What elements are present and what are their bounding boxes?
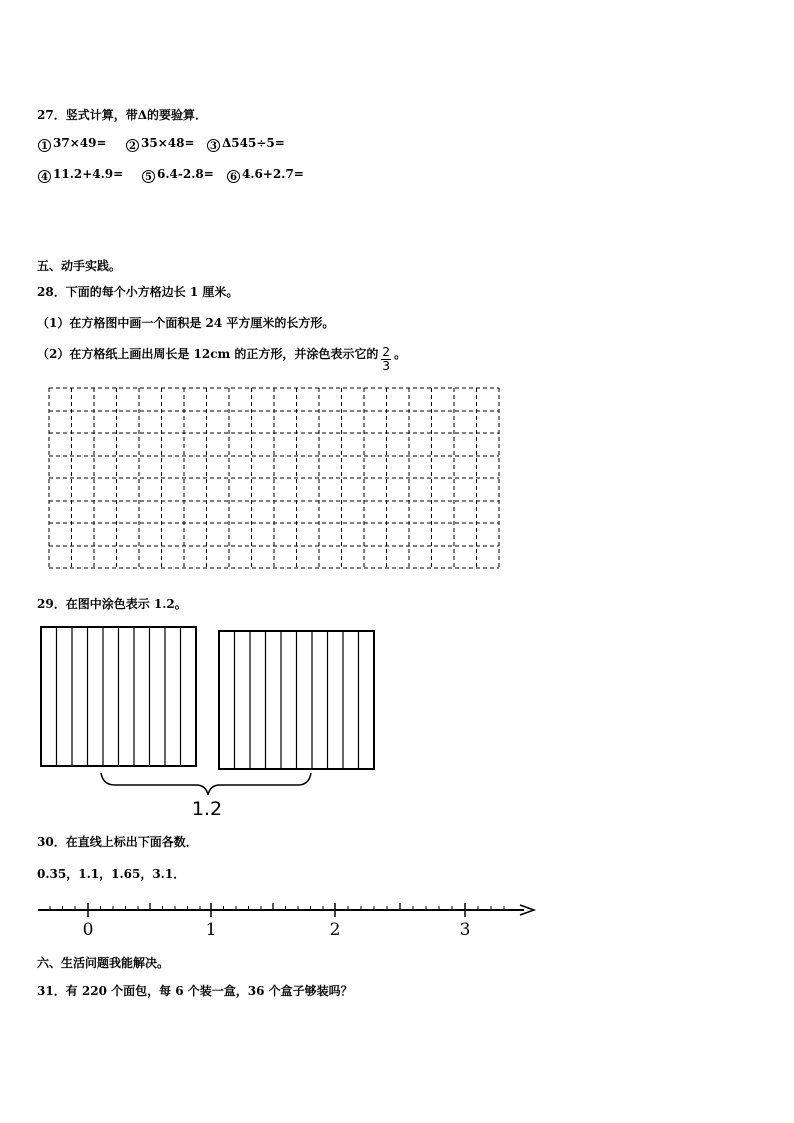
- fraction-denominator: 3: [382, 359, 391, 373]
- q28-part1: （1）在方格图中画一个面积是 24 平方厘米的长方形。: [37, 316, 335, 330]
- expression: 6.4-2.8=: [157, 167, 214, 181]
- q27-title: 27．竖式计算，带Δ的要验算．: [37, 108, 208, 122]
- q29-title: 29．在图中涂色表示 1.2。: [37, 597, 187, 611]
- q28-title: 28．下面的每个小方格边长 1 厘米。: [37, 285, 239, 299]
- axis-label-0: 0: [82, 920, 94, 940]
- q31-title: 31．有 220 个面包，每 6 个装一盒，36 个盒子够装吗？: [37, 984, 353, 998]
- q28-part2-text: （2）在方格纸上画出周长是 12cm 的正方形，并涂色表示它的: [37, 347, 379, 361]
- number-line[interactable]: [38, 903, 534, 917]
- q30-title: 30．在直线上标出下面各数．: [37, 835, 198, 849]
- expression: 35×48=: [141, 136, 195, 150]
- expression: 4.6+2.7=: [242, 167, 304, 181]
- q28-part2-suffix: 。: [394, 347, 407, 361]
- expression: 11.2+4.9=: [53, 167, 124, 181]
- section-5-heading: 五、动手实践。: [37, 259, 122, 273]
- strip-rectangle-right[interactable]: [219, 631, 374, 769]
- square-grid[interactable]: [49, 388, 499, 568]
- axis-label-3: 3: [459, 920, 471, 940]
- circled-number-6: 6: [227, 170, 240, 183]
- curly-brace: [101, 773, 311, 795]
- expression: 37×49=: [53, 136, 107, 150]
- circled-number-3: 3: [207, 139, 220, 152]
- circled-number-1: 1: [38, 139, 51, 152]
- q30-numbers: 0.35，1.1，1.65，3.1．: [37, 867, 186, 881]
- strip-rectangle-left[interactable]: [41, 627, 196, 766]
- circled-number-5: 5: [142, 170, 155, 183]
- section-6-heading: 六、生活问题我能解决。: [37, 956, 170, 970]
- circled-number-4: 4: [38, 170, 51, 183]
- expression: Δ545÷5=: [222, 136, 285, 150]
- axis-label-1: 1: [205, 920, 217, 940]
- fraction-numerator: 2: [382, 345, 391, 359]
- axis-label-2: 2: [329, 920, 341, 940]
- brace-label: 1.2: [191, 798, 223, 820]
- circled-number-2: 2: [126, 139, 139, 152]
